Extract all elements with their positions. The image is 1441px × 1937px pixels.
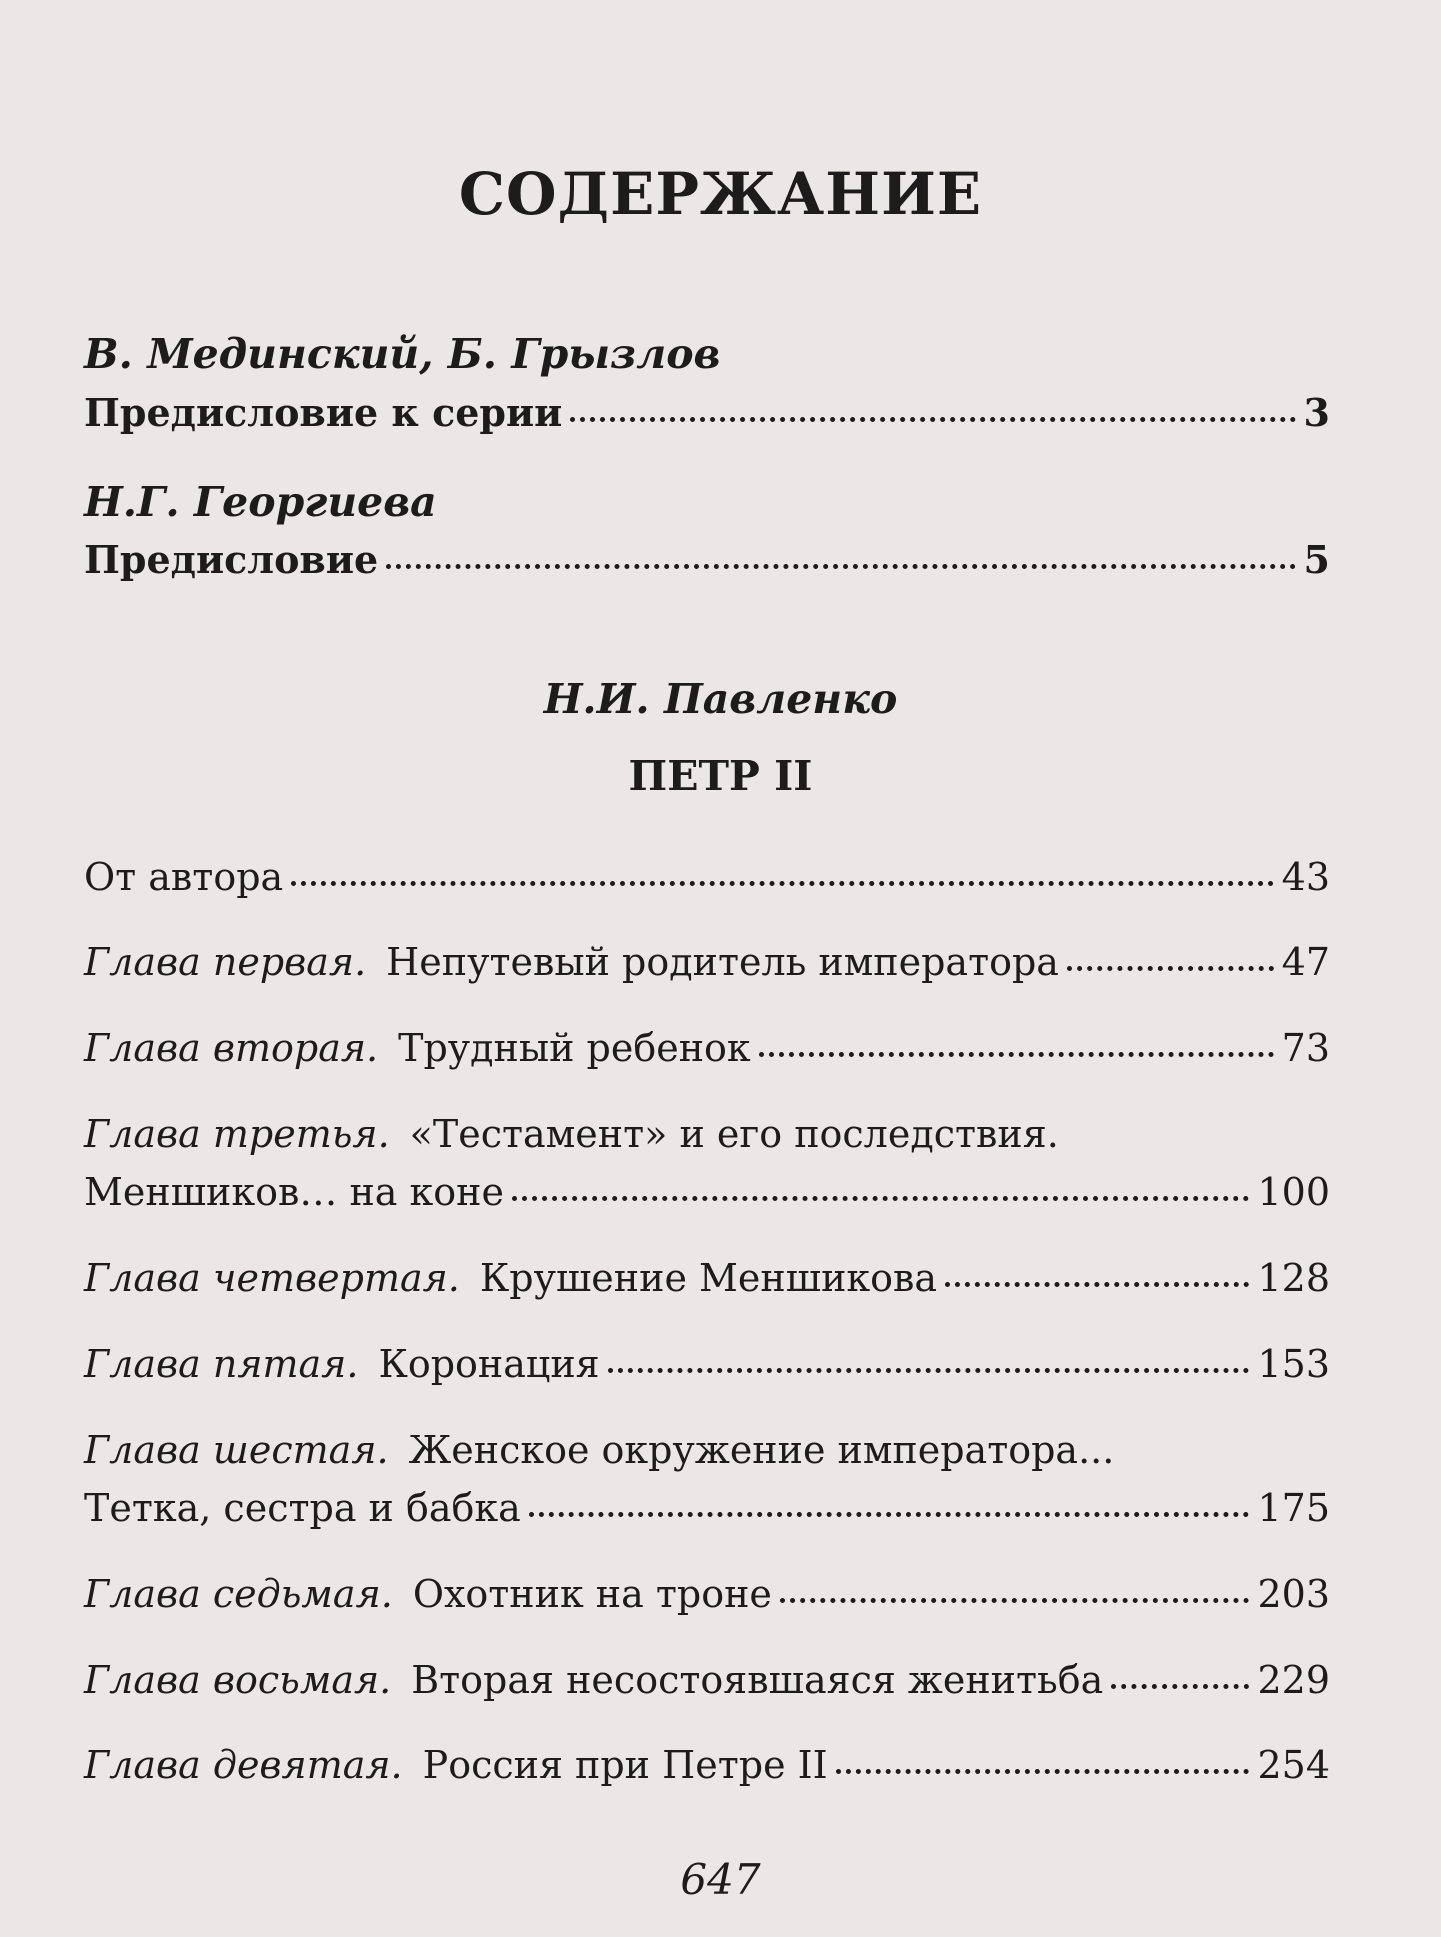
leader-dots xyxy=(608,1368,1250,1373)
toc-page-number: 73 xyxy=(1281,1026,1330,1070)
toc-entry-chapter-3-first-line[interactable] xyxy=(84,1112,1059,1156)
leader-dots xyxy=(759,1052,1274,1057)
toc-entry-chapter-6[interactable] xyxy=(84,1486,1330,1538)
toc-entry-chapter-7[interactable] xyxy=(84,1572,1330,1624)
toc-page-number: 43 xyxy=(1281,855,1330,899)
toc-entry-chapter-6-first-line[interactable] xyxy=(84,1428,1114,1472)
chapter-label: Глава первая. xyxy=(84,940,367,984)
chapter-label: Глава девятая. xyxy=(84,1743,403,1787)
leader-dots xyxy=(945,1282,1249,1287)
leader-dots xyxy=(291,881,1273,886)
toc-entry-chapter-1[interactable] xyxy=(84,940,1330,992)
toc-entry-title: Коронация xyxy=(378,1342,600,1386)
toc-entry-title: Предисловие xyxy=(84,537,379,582)
leader-dots xyxy=(386,564,1295,569)
leader-dots xyxy=(780,1598,1250,1603)
toc-page-number: 100 xyxy=(1257,1170,1330,1214)
chapter-label: Глава вторая. xyxy=(84,1026,379,1070)
leader-dots xyxy=(836,1769,1250,1774)
toc-entry-title: Трудный ребенок xyxy=(398,1026,751,1070)
toc-entry-title: Охотник на троне xyxy=(412,1572,772,1616)
leader-dots xyxy=(512,1196,1249,1201)
toc-entry-title: Вторая несостоявшаяся женитьба xyxy=(411,1658,1104,1702)
toc-entry-chapter-4[interactable] xyxy=(84,1256,1330,1308)
toc-entry-chapter-9[interactable] xyxy=(84,1743,1330,1795)
toc-entry-chapter-3[interactable] xyxy=(84,1170,1330,1222)
toc-page-number: 254 xyxy=(1257,1743,1330,1787)
toc-entry-title: От автора xyxy=(84,855,284,899)
toc-entry-chapter-8[interactable] xyxy=(84,1658,1330,1710)
toc-page-number: 203 xyxy=(1257,1572,1330,1616)
section-author: Н.И. Павленко xyxy=(543,675,898,723)
leader-dots xyxy=(529,1512,1250,1517)
toc-page-number: 47 xyxy=(1281,940,1330,984)
leader-dots xyxy=(1111,1684,1249,1689)
author-medinsky-gryzlov: В. Мединский, Б. Грызлов xyxy=(84,330,721,378)
toc-entry-title: Россия при Петре II xyxy=(422,1743,828,1787)
toc-entry-foreword[interactable] xyxy=(84,537,1330,589)
chapter-label: Глава седьмая. xyxy=(84,1572,393,1616)
chapter-label: Глава восьмая. xyxy=(84,1658,392,1702)
chapter-label: Глава третья. xyxy=(84,1112,390,1156)
toc-entry-chapter-5[interactable] xyxy=(84,1342,1330,1394)
toc-entry-title: Крушение Меншикова xyxy=(479,1256,938,1300)
section-title: ПЕТР II xyxy=(628,752,813,800)
toc-entry-from-author[interactable] xyxy=(84,855,1330,907)
toc-entry-title: Непутевый родитель императора xyxy=(386,940,1059,984)
leader-dots xyxy=(570,417,1295,422)
toc-entry-title-continued: Меншиков… на коне xyxy=(84,1170,504,1214)
page-title: СОДЕРЖАНИЕ xyxy=(458,160,983,228)
toc-entry-title: Предисловие к серии xyxy=(84,390,563,435)
toc-page-number: 5 xyxy=(1303,537,1330,582)
author-georgieva: Н.Г. Георгиева xyxy=(84,478,437,526)
chapter-label: Глава пятая. xyxy=(84,1342,359,1386)
toc-page-number: 128 xyxy=(1257,1256,1330,1300)
toc-entry-title: Женское окружение императора... xyxy=(408,1428,1115,1472)
toc-page-number: 229 xyxy=(1257,1658,1330,1702)
toc-page-number: 153 xyxy=(1257,1342,1330,1386)
chapter-label: Глава шестая. xyxy=(84,1428,389,1472)
toc-entry-title-continued: Тетка, сестра и бабка xyxy=(84,1486,521,1530)
chapter-label: Глава четвертая. xyxy=(84,1256,460,1300)
toc-page-number: 175 xyxy=(1257,1486,1330,1530)
page-number-folio: 647 xyxy=(680,1855,761,1904)
toc-entry-chapter-2[interactable] xyxy=(84,1026,1330,1078)
toc-page-number: 3 xyxy=(1303,390,1330,435)
leader-dots xyxy=(1067,966,1274,971)
toc-entry-title: «Тестамент» и его последствия. xyxy=(409,1112,1059,1156)
toc-entry-series-foreword[interactable] xyxy=(84,390,1330,442)
